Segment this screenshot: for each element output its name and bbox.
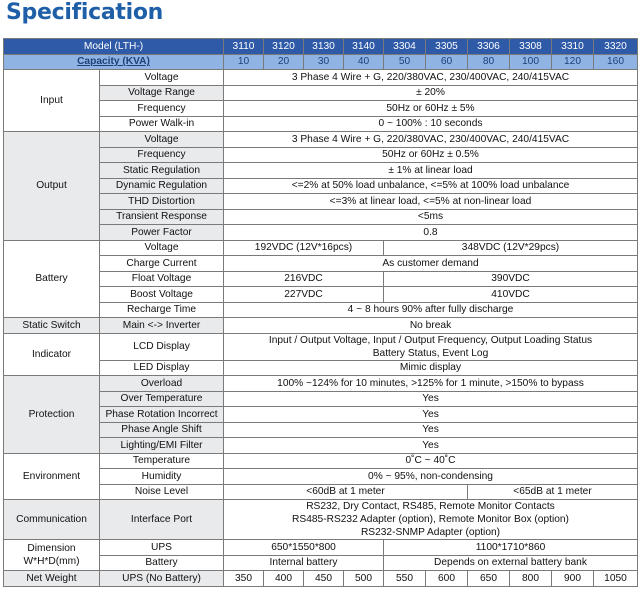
table-row [4, 484, 638, 500]
table-row [4, 256, 638, 272]
table-row [4, 287, 638, 303]
table-row [4, 132, 638, 148]
row-value: <5ms [224, 209, 638, 225]
row-value: 1100*1710*860 [384, 540, 638, 556]
row-label: Power Factor [100, 225, 224, 241]
category-output: Output [4, 132, 100, 241]
row-value: Yes [224, 407, 638, 423]
capacity-cell: 30 [304, 54, 344, 70]
model-cell: 3305 [426, 39, 468, 55]
capacity-cell: 20 [264, 54, 304, 70]
table-row [4, 85, 638, 101]
row-label: Main <-> Inverter [100, 318, 224, 334]
interface-line: RS485-RS232 Adapter (option), Remote Monitor Box (option) [292, 514, 569, 525]
lcd-line: Input / Output Voltage, Input / Output Frequency, Output Loading Status [268, 334, 593, 346]
weight-cell: 600 [426, 571, 468, 587]
model-cell: 3308 [510, 39, 552, 55]
row-value: 0˚C ~ 40˚C [224, 453, 638, 469]
table-row [4, 240, 638, 256]
row-label: UPS [100, 540, 224, 556]
capacity-cell: 40 [344, 54, 384, 70]
row-label: Charge Current [100, 256, 224, 272]
table-row [4, 376, 638, 392]
table-row [4, 318, 638, 334]
row-label: Interface Port [100, 500, 224, 540]
row-label: Frequency [100, 147, 224, 163]
row-value: Yes [224, 438, 638, 454]
row-label: Dynamic Regulation [100, 178, 224, 194]
row-label: Voltage [100, 132, 224, 148]
model-cell: 3306 [468, 39, 510, 55]
table-row [4, 225, 638, 241]
capacity-label: Capacity (KVA) [4, 54, 224, 70]
row-value: Mimic display [224, 360, 638, 376]
table-row [4, 163, 638, 179]
row-value [224, 333, 638, 360]
row-label: Power Walk-in [100, 116, 224, 132]
table-row [4, 70, 638, 86]
category-net-weight: Net Weight [4, 571, 100, 587]
dimension-unit: W*H*D(mm) [23, 556, 80, 567]
weight-cell: 800 [510, 571, 552, 587]
weight-cell: 1050 [594, 571, 638, 587]
row-label: Lighting/EMI Filter [100, 438, 224, 454]
row-label: Over Temperature [100, 391, 224, 407]
table-row [4, 101, 638, 117]
row-label: LCD Display [100, 333, 224, 360]
row-value: <=2% at 50% load unbalance, <=5% at 100% load unbalance [224, 178, 638, 194]
lcd-line: Battery Status, Event Log [372, 347, 489, 359]
table-row [4, 391, 638, 407]
specification-table [3, 38, 638, 587]
model-cell: 3130 [304, 39, 344, 55]
table-row [4, 555, 638, 571]
table-row [4, 360, 638, 376]
row-value: Yes [224, 391, 638, 407]
row-label: Battery [100, 555, 224, 571]
model-cell: 3304 [384, 39, 426, 55]
row-label: Noise Level [100, 484, 224, 500]
row-label: Boost Voltage [100, 287, 224, 303]
row-value: 216VDC [224, 271, 384, 287]
table-row [4, 500, 638, 540]
weight-cell: 650 [468, 571, 510, 587]
row-value [224, 500, 638, 540]
row-value: Internal battery [224, 555, 384, 571]
capacity-cell: 50 [384, 54, 426, 70]
row-label: Voltage [100, 240, 224, 256]
category-environment: Environment [4, 453, 100, 500]
row-label: Float Voltage [100, 271, 224, 287]
row-label: Recharge Time [100, 302, 224, 318]
capacity-cell: 100 [510, 54, 552, 70]
table-row [4, 438, 638, 454]
row-label: Phase Angle Shift [100, 422, 224, 438]
weight-cell: 350 [224, 571, 264, 587]
row-value: 0.8 [224, 225, 638, 241]
row-value: <60dB at 1 meter [224, 484, 468, 500]
row-value: 0% ~ 95%, non-condensing [224, 469, 638, 485]
row-value: Depends on external battery bank [384, 555, 638, 571]
table-row [4, 333, 638, 360]
weight-cell: 450 [304, 571, 344, 587]
category-input: Input [4, 70, 100, 132]
category-protection: Protection [4, 376, 100, 454]
row-value: 348VDC (12V*29pcs) [384, 240, 638, 256]
interface-line: RS232, Dry Contact, RS485, Remote Monitor Contacts [306, 501, 555, 512]
table-row [4, 178, 638, 194]
row-label: LED Display [100, 360, 224, 376]
row-value: 650*1550*800 [224, 540, 384, 556]
row-label: Frequency [100, 101, 224, 117]
row-value: 192VDC (12V*16pcs) [224, 240, 384, 256]
table-row [4, 271, 638, 287]
capacity-header-row [4, 54, 638, 70]
row-value: <65dB at 1 meter [468, 484, 638, 500]
table-row [4, 422, 638, 438]
table-row [4, 147, 638, 163]
table-row [4, 571, 638, 587]
table-row [4, 209, 638, 225]
weight-cell: 400 [264, 571, 304, 587]
row-label: THD Distortion [100, 194, 224, 210]
weight-cell: 550 [384, 571, 426, 587]
row-value: ± 20% [224, 85, 638, 101]
table-row [4, 469, 638, 485]
category-indicator: Indicator [4, 333, 100, 376]
capacity-cell: 10 [224, 54, 264, 70]
row-label: Humidity [100, 469, 224, 485]
row-value: Yes [224, 422, 638, 438]
row-value: As customer demand [224, 256, 638, 272]
row-value: ± 1% at linear load [224, 163, 638, 179]
row-value: 100% ~124% for 10 minutes, >125% for 1 minute, >150% to bypass [224, 376, 638, 392]
table-row [4, 194, 638, 210]
table-row [4, 453, 638, 469]
row-value: <=3% at linear load, <=5% at non-linear load [224, 194, 638, 210]
row-value: 0 ~ 100% : 10 seconds [224, 116, 638, 132]
weight-cell: 500 [344, 571, 384, 587]
table-row [4, 302, 638, 318]
model-cell: 3320 [594, 39, 638, 55]
model-cell: 3310 [552, 39, 594, 55]
category-static-switch: Static Switch [4, 318, 100, 334]
row-value: 50Hz or 60Hz ± 5% [224, 101, 638, 117]
row-label: Transient Response [100, 209, 224, 225]
model-header-row [4, 39, 638, 55]
row-value: 50Hz or 60Hz ± 0.5% [224, 147, 638, 163]
capacity-cell: 160 [594, 54, 638, 70]
row-label: Static Regulation [100, 163, 224, 179]
row-value: 3 Phase 4 Wire + G, 220/380VAC, 230/400VAC, 240/415VAC [224, 132, 638, 148]
row-value: 3 Phase 4 Wire + G, 220/380VAC, 230/400VAC, 240/415VAC [224, 70, 638, 86]
row-label: Phase Rotation Incorrect [100, 407, 224, 423]
category-communication: Communication [4, 500, 100, 540]
model-cell: 3140 [344, 39, 384, 55]
table-row [4, 540, 638, 556]
row-value: 390VDC [384, 271, 638, 287]
capacity-cell: 80 [468, 54, 510, 70]
capacity-cell: 120 [552, 54, 594, 70]
model-cell: 3120 [264, 39, 304, 55]
interface-line: RS232-SNMP Adapter (option) [360, 527, 501, 538]
category-dimension [4, 540, 100, 571]
dimension-label: Dimension [27, 543, 76, 554]
page-title: Specification [6, 0, 164, 25]
row-label: Temperature [100, 453, 224, 469]
model-label: Model (LTH-) [4, 39, 224, 55]
table-row [4, 407, 638, 423]
row-value: No break [224, 318, 638, 334]
row-label: Voltage [100, 70, 224, 86]
row-value: 410VDC [384, 287, 638, 303]
model-cell: 3110 [224, 39, 264, 55]
row-label: Overload [100, 376, 224, 392]
row-label: UPS (No Battery) [100, 571, 224, 587]
row-value: 227VDC [224, 287, 384, 303]
table-row [4, 116, 638, 132]
row-label: Voltage Range [100, 85, 224, 101]
row-value: 4 ~ 8 hours 90% after fully discharge [224, 302, 638, 318]
weight-cell: 900 [552, 571, 594, 587]
category-battery: Battery [4, 240, 100, 318]
capacity-cell: 60 [426, 54, 468, 70]
